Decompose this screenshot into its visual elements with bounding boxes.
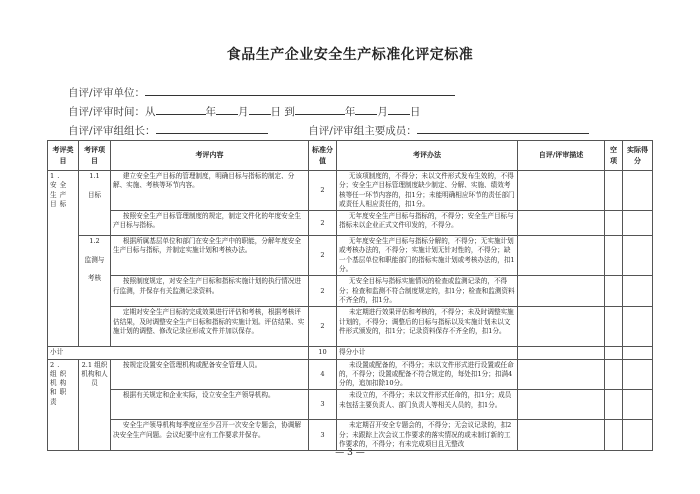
content-text: 根据有关规定和企业实际，设立安全生产领导机构。 [111, 390, 309, 420]
content-text: 按照制度规定，对安全生产目标和指标实施计划的执行情况进行监测，并保存有关监测记录资料。 [111, 276, 309, 307]
end-month-blank[interactable] [355, 104, 377, 115]
start-month-blank[interactable] [216, 104, 238, 115]
header-actual-score: 实际得分 [623, 141, 653, 171]
method-text: 未设立的，不得分；未以文件形式任命的，扣1分；成员未包括主要负责人、部门负责人等相关人员的，扣1分。 [337, 390, 518, 420]
time-label: 自评/评审时间：从 [68, 106, 156, 118]
actual-score-cell[interactable] [623, 276, 653, 307]
start-day-blank[interactable] [249, 104, 271, 115]
description-cell[interactable] [518, 359, 605, 390]
table-row [48, 420, 653, 451]
actual-score-cell[interactable] [623, 390, 653, 420]
month-label: 月 [377, 106, 388, 118]
header-description: 自评/评审描述 [518, 141, 605, 171]
method-text: 无年度安全生产目标与指标的，不得分；安全生产目标与指标未以企业正式文件印发的，不得分。 [337, 211, 518, 236]
description-cell[interactable] [518, 171, 605, 211]
score-value: 2 [309, 236, 337, 276]
header-category: 考评类目 [48, 141, 79, 171]
day-label: 日 [409, 106, 421, 118]
content-text: 建立安全生产目标的管理制度，明确目标与指标的制定、分解、实施、考核等环节内容。 [111, 171, 309, 211]
score-value: 2 [309, 276, 337, 307]
description-cell[interactable] [518, 420, 605, 451]
method-text: 无该项制度的，不得分；未以文件形式发布生效的，不得分；安全生产目标管理制度缺少制定、分解、实施、绩效考核等任一环节内容的，扣1分；未能明确相应环节的责任部门或责任人相应责任的，扣1分。 [337, 171, 518, 211]
content-text: 按照安全生产目标管理制度的规定，制定文件化的年度安全生产目标与指标。 [111, 211, 309, 236]
na-cell[interactable] [605, 390, 623, 420]
unit-label: 自评/评审单位： [68, 87, 146, 99]
item-cell: 1.1 目标 [79, 171, 111, 236]
end-year-blank[interactable] [295, 104, 345, 115]
na-cell[interactable] [605, 347, 623, 359]
team-field-row [68, 123, 589, 138]
unit-field-row [68, 85, 455, 100]
description-cell[interactable] [518, 276, 605, 307]
content-text: 定期对安全生产目标的完成效果进行评估和考核，根据考核评估结果，及时调整安全生产目标和指标的实施计划。评估结果、实施计划的调整、修改记录应形成文件并加以保存。 [111, 307, 309, 347]
page-number: — 3 — [335, 448, 365, 458]
na-cell[interactable] [605, 307, 623, 347]
leader-label: 自评/评审组组长： [68, 125, 156, 137]
start-year-blank[interactable] [156, 104, 206, 115]
score-value: 4 [309, 359, 337, 390]
subtotal-label: 小计 [48, 347, 309, 359]
members-blank[interactable] [417, 123, 589, 134]
table-row [48, 236, 653, 276]
content-text: 根据所属基层单位和部门在安全生产中的职能，分解年度安全生产目标与指标，并制定实施计划和考核办法。 [111, 236, 309, 276]
actual-score-cell[interactable] [623, 307, 653, 347]
method-text: 无安全目标与指标实施情况的检查或监测记录的，不得分；检查和监测不符合制度规定的，扣1分；检查和监测资料不齐全的，扣1分。 [337, 276, 518, 307]
actual-score-cell[interactable] [623, 420, 653, 451]
content-text: 安全生产领导机构每季度应至少召开一次安全专题会，协调解决安全生产问题。会议纪要中应有工作要求并保存。 [111, 420, 309, 451]
score-value: 2 [309, 171, 337, 211]
table-row [48, 276, 653, 307]
header-method: 考评办法 [337, 141, 518, 171]
day-label: 日 [270, 106, 282, 118]
unit-blank[interactable] [145, 85, 455, 96]
method-text: 得分小计 [337, 347, 518, 359]
header-score: 标准分值 [309, 141, 337, 171]
description-cell[interactable] [518, 390, 605, 420]
month-label: 月 [238, 106, 249, 118]
na-cell[interactable] [605, 359, 623, 390]
description-cell[interactable] [518, 236, 605, 276]
time-field-row [68, 104, 420, 119]
actual-score-cell[interactable] [623, 347, 653, 359]
actual-score-cell[interactable] [623, 171, 653, 211]
na-cell[interactable] [605, 276, 623, 307]
actual-score-cell[interactable] [623, 359, 653, 390]
table-header-row [48, 141, 653, 171]
item-cell: 1.2 监测与 考核 [79, 236, 111, 347]
subtotal-row [48, 347, 653, 359]
method-text: 无年度安全生产目标与指标分解的，不得分；无实施计划或考核办法的，不得分；实施计划无针对性的，不得分；缺一个基层单位和职能部门的指标实施计划或考核办法的，扣1分。 [337, 236, 518, 276]
leader-blank[interactable] [156, 123, 268, 134]
na-cell[interactable] [605, 236, 623, 276]
evaluation-table [47, 140, 653, 451]
to-label: 到 [284, 106, 295, 118]
table-row [48, 307, 653, 347]
actual-score-cell[interactable] [623, 236, 653, 276]
document-title: 食品生产企业安全生产标准化评定标准 [226, 47, 474, 63]
score-value: 3 [309, 390, 337, 420]
score-value: 3 [309, 420, 337, 451]
method-text: 未设置或配备的，不得分；未以文件形式进行设置或任命的，不得分；设置或配备不符合规定的，每处扣1分；扣满4分的，追加扣除10分。 [337, 359, 518, 390]
header-na: 空项 [605, 141, 623, 171]
content-text: 按规定设置安全管理机构或配备安全管理人员。 [111, 359, 309, 390]
method-text: 未定期进行效果评估和考核的，不得分；未及时调整实施计划的，不得分；调整后的目标与指标以及实施计划未以文件形式颁发的，扣1分；记录资料保存不齐全的，扣1分。 [337, 307, 518, 347]
year-label: 年 [205, 106, 217, 118]
item-cell: 2.1 组织机构和人员 [79, 359, 111, 451]
score-value: 2 [309, 307, 337, 347]
category-cell: 1. 安全生产目标 [48, 171, 79, 347]
end-day-blank[interactable] [388, 104, 410, 115]
category-cell: 2. 组织机构和职责 [48, 359, 79, 451]
na-cell[interactable] [605, 420, 623, 451]
method-text: 未定期召开安全专题会的，不得分；无会议记录的，扣2分；未跟踪上次会议工作要求的落实情况的或未制订新的工作要求的，不得分；有未完成项目且无整改 [337, 420, 518, 451]
description-cell[interactable] [518, 211, 605, 236]
table-row [48, 171, 653, 211]
year-label: 年 [344, 106, 356, 118]
table-row [48, 211, 653, 236]
header-item: 考评项目 [79, 141, 111, 171]
table-row [48, 390, 653, 420]
members-label: 自评/评审组主要成员： [308, 125, 417, 137]
description-cell[interactable] [518, 307, 605, 347]
score-value: 10 [309, 347, 337, 359]
na-cell[interactable] [605, 211, 623, 236]
actual-score-cell[interactable] [623, 211, 653, 236]
description-cell[interactable] [518, 347, 605, 359]
header-content: 考评内容 [111, 141, 309, 171]
na-cell[interactable] [605, 171, 623, 211]
score-value: 2 [309, 211, 337, 236]
table-row [48, 359, 653, 390]
